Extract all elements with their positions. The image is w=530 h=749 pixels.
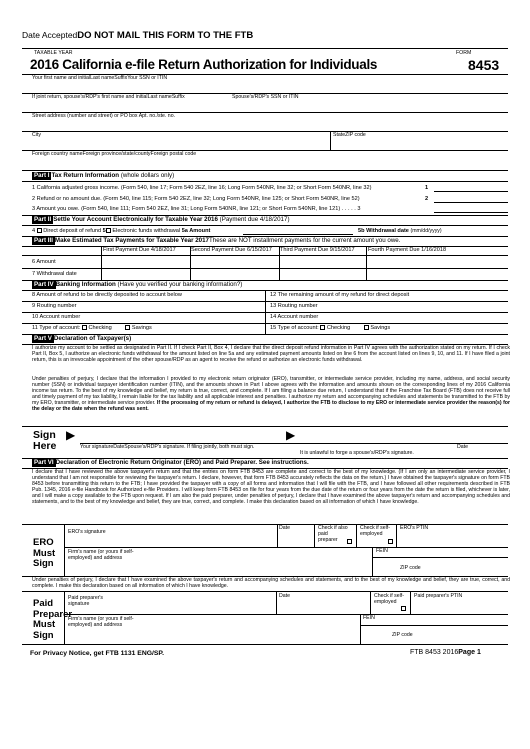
spouse-ssn-label: Spouse's/RDP's SSN or ITIN xyxy=(232,94,299,100)
do-not-mail-notice: DO NOT MAIL THIS FORM TO THE FTB xyxy=(77,30,254,41)
spouse-signature-field[interactable] xyxy=(300,430,460,442)
ero-firm-field[interactable] xyxy=(135,549,365,569)
preparer-signature-label: Paid preparer's signature xyxy=(68,595,104,607)
checking-checkbox-11[interactable] xyxy=(82,325,87,330)
part6-title: Declaration of Electronic Return Originator (ERO) and Paid Preparer. See instructions. xyxy=(55,459,309,466)
ero-self-employed-checkbox[interactable] xyxy=(388,539,393,544)
check-self-employed-label: Check if self-employed xyxy=(360,525,390,537)
part2-title: Settle Your Account Electronically for Taxable Year 2016 xyxy=(53,216,218,223)
est-col-second: Second Payment Due 6/15/2017 xyxy=(191,247,272,253)
check-also-paid-preparer: Check if also paid preparer xyxy=(318,525,348,543)
agi-amount-field[interactable] xyxy=(434,184,508,192)
part2-tag: Part II xyxy=(34,216,52,223)
line9-label: 9 Routing number xyxy=(32,303,77,309)
part1-line3-text: 3 Amount you owe. (Form 540, line 111; Form 540 2EZ, line 31; Long Form 540NR, line 121; or Short Form 540NR, line 121) . . . . . 3 xyxy=(32,206,361,212)
taxable-year-label: TAXABLE YEAR xyxy=(34,50,73,56)
est-col-fourth: Fourth Payment Due 1/16/2018 xyxy=(368,247,447,253)
preparer-check-self-label: Check if self-employed xyxy=(374,593,404,605)
line11-row: 11 Type of account: Checking Savings xyxy=(32,325,152,331)
part4-header xyxy=(32,281,242,289)
preparer-firm-field[interactable] xyxy=(135,616,355,636)
est-row-amount-label: 6 Amount xyxy=(32,259,56,265)
preparer-ptin-label: Paid preparer's PTIN xyxy=(414,593,463,599)
preparer-date-label: Date xyxy=(279,593,290,599)
amount-owe-field[interactable] xyxy=(434,205,508,213)
ero-must-sign-label: ERO Must Sign xyxy=(33,537,56,569)
part2-note: (Payment due 4/18/2017) xyxy=(219,216,290,223)
privacy-notice: For Privacy Notice, get FTB 1131 ENG/SP. xyxy=(30,650,164,657)
part2-header xyxy=(32,216,290,224)
est-row-withdrawal-label: 7 Withdrawal date xyxy=(32,271,77,277)
forgery-notice: It is unlawful to forge a spouse's/RDP's signature. xyxy=(300,450,414,456)
part6-tag: Part VI xyxy=(34,459,54,466)
line15-row: 15 Type of account: Checking Savings xyxy=(270,325,391,331)
city-field[interactable] xyxy=(32,139,322,149)
part1-header xyxy=(32,172,174,180)
est-col-first: First Payment Due 4/18/2017 xyxy=(103,247,176,253)
direct-deposit-checkbox[interactable] xyxy=(37,228,42,233)
date-accepted-text: Date Accepted xyxy=(22,30,78,40)
part5-header xyxy=(32,335,131,343)
part4-note: (Have you verified your banking information?) xyxy=(117,281,243,288)
part5-authorization-text: I authorize my account to be settled as designated in Part II. If I check Part II, Box 4, I declare that the direct deposit refund information in Part IV agrees with the authorization stated on my return. If I check Part II, Box 5, I authorize an electronic funds withdrawal for the amount listed on line 5a and any estimated payment amounts listed on line 6 from the account listed on lines 9, 10, and 11. If I have filed a joint return, this is an irrevocable appointment of the other spouse/RDP as an agent to receive the refund or authorize an electronic funds withdrawal. xyxy=(32,345,510,363)
preparer-fein-label: FEIN xyxy=(363,615,375,621)
taxpayer-signature-field[interactable] xyxy=(80,430,220,442)
arrow-icon-2: ▶ xyxy=(286,428,296,442)
spouse-name-field[interactable] xyxy=(32,101,262,111)
also-preparer-checkbox[interactable] xyxy=(347,539,352,544)
account-number-field[interactable] xyxy=(90,313,260,321)
footer-form-id: FTB 8453 2016Page 1 xyxy=(410,649,481,656)
preparer-perjury-text: Under penalties of perjury, I declare that I have examined the above taxpayer's return and accompanying schedules and statements, and to the best of my knowledge and belief, they are true, correct, and complete. I make this declaration based on all information of which I have knowledge. xyxy=(32,577,510,589)
preparer-signature-field[interactable] xyxy=(105,594,275,612)
ero-zip-label: ZIP code xyxy=(400,565,421,571)
part1-line1-text: 1 California adjusted gross income. (Form 540, line 17; Form 540 2EZ, line 16; Long Form 540NR, line 32; or Short Form 540NR, line 32) xyxy=(32,185,372,191)
preparer-zip-label: ZIP code xyxy=(392,632,413,638)
spouse-name-row: If joint return, spouse's/RDP's first name and initialLast nameSuffix xyxy=(32,94,185,100)
part3-note: These are NOT installment payments for the current amount you owe. xyxy=(209,237,401,244)
street-address-row: Street address (number and street) or PO box Apt. no./ste. no. xyxy=(32,113,176,119)
amount-5a-field[interactable] xyxy=(243,227,353,235)
part3-title: Make Estimated Tax Payments for Taxable Year 2017 xyxy=(54,237,209,244)
routing-number-2-field[interactable] xyxy=(330,302,500,310)
line13-label: 13 Routing number xyxy=(270,303,318,309)
foreign-address-row: Foreign country nameForeign province/state/countyForeign postal code xyxy=(32,151,197,157)
line12-label: 12 The remaining amount of my refund for direct deposit xyxy=(270,292,410,298)
street-address-field[interactable] xyxy=(32,120,332,130)
spouse-date-label: Date xyxy=(457,444,468,450)
routing-number-field[interactable] xyxy=(90,302,260,310)
arrow-icon-1: ▶ xyxy=(66,428,76,442)
ero-signature-field[interactable] xyxy=(105,527,275,545)
ero-ptin-label: ERO's PTIN xyxy=(400,525,429,531)
withdrawal-date-5b: 5b Withdrawal date (mm/dd/yyyy) xyxy=(358,228,442,234)
part5-perjury-text: Under penalties of perjury, I declare that the information I provided to my electronic return originator (ERO), transmitter, or intermediate service provider, including my name, address, and social security number (SSN) or individual taxpayer identification number (ITIN), and the amounts shown in Part I above agrees with the information and amounts shown on the corresponding lines of my 2016 California income tax return. To the best of my knowledge and belief, my return is true, correct, and complete. If I am filing a balance due return, I understand that if the Franchise Tax Board (FTB) does not receive full and timely payment of my tax liability, I remain liable for the tax liability and all applicable interest and penalties. I authorize my return and accompanying schedules and statements be transmitted to the FTB by my ERO, transmitter, or intermediate service provider. If the processing of my return or refund is delayed, I authorize the FTB to disclose to my ERO or intermediate service provider the reason(s) for the delay or the date when the refund was sent. xyxy=(32,376,510,412)
part1-note: (whole dollars only) xyxy=(120,172,175,179)
ero-firm-name-label: Firm's name (or yours if self-employed) and address xyxy=(68,549,134,561)
form-label: FORM xyxy=(456,50,472,56)
savings-checkbox-15[interactable] xyxy=(364,325,369,330)
part5-tag: Part V xyxy=(34,335,52,342)
state-zip-label: StateZIP code xyxy=(333,132,366,138)
ero-signature-label: ERO's signature xyxy=(68,529,106,535)
savings-checkbox-11[interactable] xyxy=(125,325,130,330)
taxpayer-name-row: Your first name and initialLast nameSuffixYour SSN or ITIN xyxy=(32,75,168,81)
est-withdrawal-fields[interactable] xyxy=(103,269,503,279)
line14-label: 14 Account number xyxy=(270,314,319,320)
part1-title: Tax Return Information xyxy=(51,172,120,179)
part1-line2-num: 2 xyxy=(425,196,429,202)
part3-header xyxy=(32,237,400,245)
part3-tag: Part III xyxy=(34,237,53,244)
city-label: City xyxy=(32,132,41,138)
line10-label: 10 Account number xyxy=(32,314,81,320)
form-title: 2016 California e-file Return Authorization for Individuals xyxy=(30,57,378,72)
part4-title: Banking Information xyxy=(55,281,116,288)
taxpayer-name-field[interactable] xyxy=(32,82,262,92)
line8-label: 8 Amount of refund to be directly deposited to account below xyxy=(32,292,182,298)
ero-fein-label: FEIN xyxy=(376,548,388,554)
preparer-self-employed-checkbox[interactable] xyxy=(401,606,406,611)
part4-tag: Part IV xyxy=(34,281,54,288)
checking-checkbox-15[interactable] xyxy=(320,325,325,330)
est-amount-fields[interactable] xyxy=(103,257,503,267)
foreign-address-field[interactable] xyxy=(32,158,332,168)
preparer-firm-name-label: Firm's name (or yours if self-employed) and address xyxy=(68,616,134,628)
part2-line4: 4 Direct deposit of refund 5 Electronic funds withdrawal 5a Amount xyxy=(32,228,211,234)
ero-date-label: Date xyxy=(279,525,290,531)
sign-here-label: Sign Here xyxy=(33,429,57,452)
est-col-third: Third Payment Due 9/15/2017 xyxy=(280,247,355,253)
date-accepted-label xyxy=(22,30,253,41)
part1-tag: Part I xyxy=(34,172,50,179)
paid-preparer-must-sign-label: Paid Preparer Must Sign xyxy=(33,598,73,641)
efw-checkbox[interactable] xyxy=(106,228,111,233)
form-number: 8453 xyxy=(468,57,500,73)
part6-header xyxy=(32,459,309,467)
account-number-2-field[interactable] xyxy=(330,313,500,321)
signature-labels: Your signatureDateSpouse's/RDP's signature. If filing jointly, both must sign. xyxy=(80,444,255,450)
part1-line1-num: 1 xyxy=(425,185,429,191)
part1-line2-text: 2 Refund or no amount due. (Form 540, line 115; Form 540 2EZ, line 32; Long Form 540NR, line 125; or Short Form 540NR, line 52) xyxy=(32,196,360,202)
refund-amount-field[interactable] xyxy=(434,195,508,203)
part5-title: Declaration of Taxpayer(s) xyxy=(53,335,132,342)
part6-declaration-text: I declare that I have reviewed the above taxpayer's return and that the entries on form FTB 8453 are complete and correct to the best of my knowledge. (If I am only an intermediate service provider, I understand that I am not responsible for reviewing the taxpayer's return. I declare, however, that form FTB 8453 accurately reflects the data on the return.) I have obtained the taxpayer's signature on form FTB 8453 before transmitting this return to the FTB; I have provided the taxpayer with a copy of all forms and information that I will file with the FTB, and I have followed all other requirements described in FTB Pub. 1345, 2016 e-file Handbook for Authorized e-file Providers. I will keep form FTB 8453 on file for four years from the due date of the return or four years from the date the return is filed, whichever is later, and I will make a copy available to the FTB upon request. If I am also the paid preparer, under penalties of perjury, I declare that I have examined the above taxpayer's return and accompanying schedules and statements, and to the best of my knowledge and belief, they are true, correct, and complete. I make this declaration based on all information of which I have knowledge. xyxy=(32,469,510,505)
